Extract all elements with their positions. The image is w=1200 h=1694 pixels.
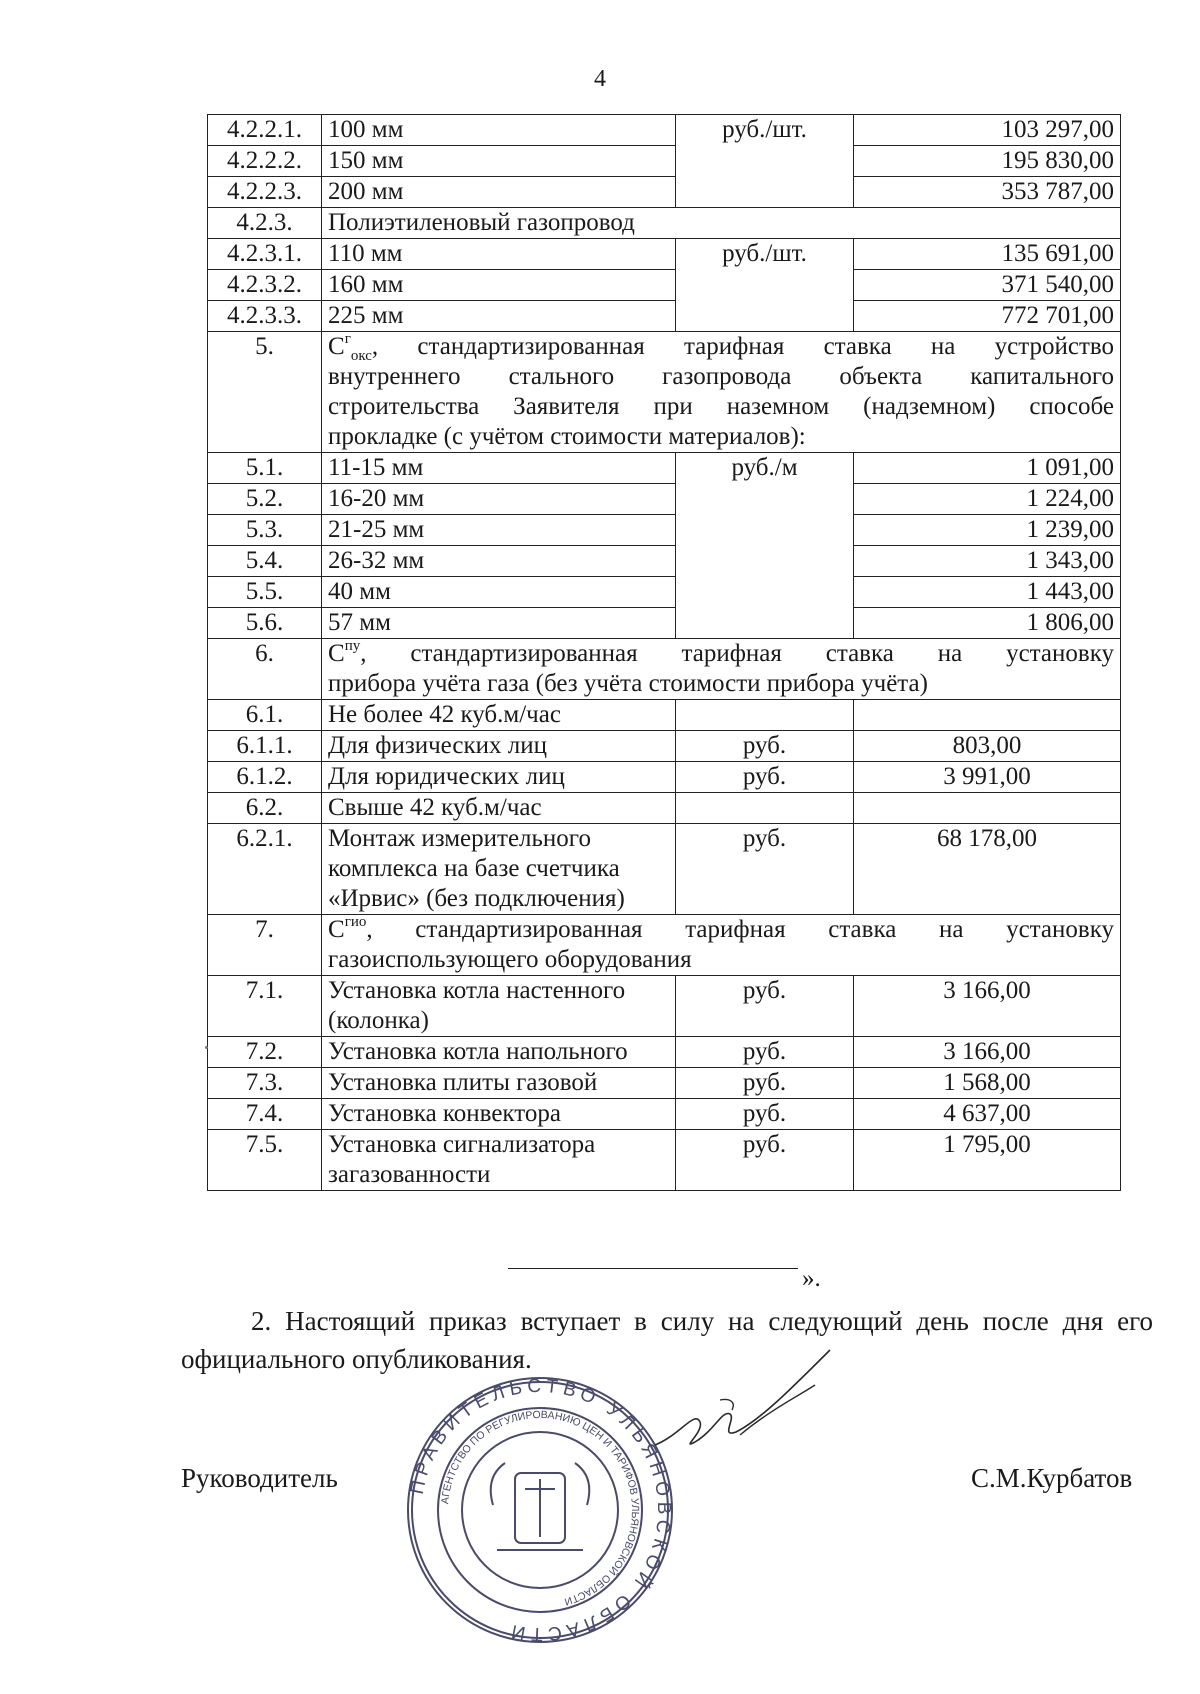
row-value — [854, 793, 1121, 824]
row-unit: руб./шт. — [676, 239, 854, 332]
closing-underline — [508, 1268, 798, 1269]
official-seal-icon — [405, 1375, 675, 1645]
tariff-table — [207, 114, 1121, 1191]
handwritten-signature-icon — [640, 1340, 870, 1490]
row-description: 57 мм — [322, 608, 676, 639]
rate-superscript: гио — [344, 914, 367, 930]
row-unit: руб. — [676, 824, 854, 915]
row-value — [854, 700, 1121, 731]
section-description — [322, 915, 1121, 976]
row-number: 5.3. — [208, 515, 322, 546]
row-unit: руб. — [676, 762, 854, 793]
table-row — [208, 301, 1121, 332]
row-description: 11-15 мм — [322, 453, 676, 484]
row-value: 1 224,00 — [854, 484, 1121, 515]
row-number: 4.2.2.3. — [208, 177, 322, 208]
table-row — [208, 577, 1121, 608]
seal-inner-text: АГЕНТСТВО ПО РЕГУЛИРОВАНИЮ ЦЕН И ТАРИФОВ УЛЬЯНОВСКОЙ ОБЛАСТИ — [439, 1408, 642, 1608]
table-row — [208, 976, 1121, 1037]
paragraph-line: официального опубликования. — [181, 1344, 532, 1374]
row-number: 6. — [208, 639, 322, 700]
row-value: 803,00 — [854, 731, 1121, 762]
rate-symbol: С — [328, 640, 345, 667]
row-number: 6.1.2. — [208, 762, 322, 793]
table-row — [208, 177, 1121, 208]
row-value: 4 637,00 — [854, 1099, 1121, 1130]
row-unit: руб. — [676, 1037, 854, 1068]
row-number: 5.4. — [208, 546, 322, 577]
row-description: Свыше 42 куб.м/час — [322, 793, 676, 824]
row-description: Установка сигнализатора загазованности — [322, 1130, 676, 1191]
row-number: 5.5. — [208, 577, 322, 608]
row-number: 5.2. — [208, 484, 322, 515]
row-unit: руб./шт. — [676, 115, 854, 208]
row-number: 5. — [208, 332, 322, 453]
paragraph-line: 2. Настоящий приказ вступает в силу на следующий день после дня его — [251, 1306, 1153, 1336]
row-description: 160 мм — [322, 270, 676, 301]
row-number: 6.2.1. — [208, 824, 322, 915]
section-description — [322, 332, 1121, 453]
row-unit: руб. — [676, 1099, 854, 1130]
row-description: 40 мм — [322, 577, 676, 608]
section-description-line: $С^г_{окс}$, стандартизированная тарифная ставка на устройство — [328, 331, 1114, 364]
row-number: 4.2.3.2. — [208, 270, 322, 301]
row-unit: руб./м — [676, 453, 854, 639]
rate-symbol: С — [328, 916, 345, 943]
table-row — [208, 793, 1121, 824]
section-header-row — [208, 332, 1121, 453]
row-number: 4.2.3.3. — [208, 301, 322, 332]
row-value: 195 830,00 — [854, 146, 1121, 177]
signer-name: С.М.Курбатов — [971, 1463, 1133, 1493]
row-description: 26-32 мм — [322, 546, 676, 577]
signer-title: Руководитель — [181, 1463, 338, 1493]
rate-subscript: окс — [350, 348, 372, 364]
row-value: 353 787,00 — [854, 177, 1121, 208]
seal-outer-text: ПРАВИТЕЛЬСТВО УЛЬЯНОВСКОЙ ОБЛАСТИ — [406, 1375, 675, 1645]
section-description-line: $С^{пу}$, стандартизированная тарифная ставка на установку — [328, 638, 1114, 667]
table-row — [208, 146, 1121, 177]
section-description-line: строительства Заявителя при наземном (надземном) способе — [328, 393, 1114, 420]
section-header-row — [208, 639, 1121, 700]
rate-symbol: С — [328, 333, 345, 360]
table-row — [208, 762, 1121, 793]
row-value: 68 178,00 — [854, 824, 1121, 915]
row-description: Полиэтиленовый газопровод — [322, 208, 1121, 239]
table-row — [208, 731, 1121, 762]
table-row — [208, 1037, 1121, 1068]
table-row — [208, 608, 1121, 639]
table-row — [208, 546, 1121, 577]
table-row — [208, 208, 1121, 239]
row-number: 6.1. — [208, 700, 322, 731]
row-value: 103 297,00 — [854, 115, 1121, 146]
rate-superscript: г — [344, 331, 351, 347]
table-row — [208, 824, 1121, 915]
table-row — [208, 515, 1121, 546]
section-description-line: прокладке (с учётом стоимости материалов): — [328, 423, 806, 450]
row-value: 3 166,00 — [854, 976, 1121, 1037]
section-description-line: $С^{гио}$, стандартизированная тарифная ставка на установку — [328, 914, 1114, 943]
table-row — [208, 1130, 1121, 1191]
row-number: 7.2. — [208, 1037, 322, 1068]
row-description: 100 мм — [322, 115, 676, 146]
row-unit: руб. — [676, 976, 854, 1037]
row-description: Для юридических лиц — [322, 762, 676, 793]
table-row — [208, 1068, 1121, 1099]
row-description: Установка конвектора — [322, 1099, 676, 1130]
row-number: 6.1.1. — [208, 731, 322, 762]
table-row — [208, 270, 1121, 301]
section-description-line: прибора учёта газа (без учёта стоимости прибора учёта) — [328, 670, 928, 697]
row-description: Установка котла настенного (колонка) — [322, 976, 676, 1037]
row-number: 7. — [208, 915, 322, 976]
row-number: 7.5. — [208, 1130, 322, 1191]
table-row — [208, 700, 1121, 731]
row-value: 1 806,00 — [854, 608, 1121, 639]
row-description: 150 мм — [322, 146, 676, 177]
row-number: 4.2.3.1. — [208, 239, 322, 270]
row-description: 21-25 мм — [322, 515, 676, 546]
row-value: 3 166,00 — [854, 1037, 1121, 1068]
section-description — [322, 639, 1121, 700]
row-value: 1 443,00 — [854, 577, 1121, 608]
row-value: 772 701,00 — [854, 301, 1121, 332]
row-description: 16-20 мм — [322, 484, 676, 515]
row-description: Монтаж измерительного комплекса на базе счетчика «Ирвис» (без подключения) — [322, 824, 676, 915]
row-value: 1 091,00 — [854, 453, 1121, 484]
table-row — [208, 239, 1121, 270]
row-number: 6.2. — [208, 793, 322, 824]
row-value: 1 343,00 — [854, 546, 1121, 577]
row-description: 225 мм — [322, 301, 676, 332]
rate-superscript: пу — [344, 638, 361, 654]
row-unit: руб. — [676, 1068, 854, 1099]
table-row — [208, 115, 1121, 146]
row-number: 7.1. — [208, 976, 322, 1037]
section-description-line: внутреннего стального газопровода объекта капитального — [328, 363, 1114, 390]
row-value: 1 239,00 — [854, 515, 1121, 546]
row-description: Установка котла напольного — [322, 1037, 676, 1068]
row-number: 5.1. — [208, 453, 322, 484]
row-unit — [676, 793, 854, 824]
row-value: 1 568,00 — [854, 1068, 1121, 1099]
row-value: 3 991,00 — [854, 762, 1121, 793]
table-row — [208, 1099, 1121, 1130]
signature-stroke — [655, 1350, 830, 1445]
row-description: 110 мм — [322, 239, 676, 270]
row-number: 4.2.3. — [208, 208, 322, 239]
scan-artifact — [205, 1046, 208, 1049]
row-value: 1 795,00 — [854, 1130, 1121, 1191]
row-number: 7.4. — [208, 1099, 322, 1130]
row-number: 4.2.2.2. — [208, 146, 322, 177]
row-value: 135 691,00 — [854, 239, 1121, 270]
row-description: Не более 42 куб.м/час — [322, 700, 676, 731]
row-number: 7.3. — [208, 1068, 322, 1099]
row-description: 200 мм — [322, 177, 676, 208]
row-number: 4.2.2.1. — [208, 115, 322, 146]
page-number: 4 — [594, 66, 606, 92]
row-value: 371 540,00 — [854, 270, 1121, 301]
section-header-row — [208, 915, 1121, 976]
row-unit — [676, 700, 854, 731]
row-unit: руб. — [676, 1130, 854, 1191]
row-description: Установка плиты газовой — [322, 1068, 676, 1099]
table-row — [208, 453, 1121, 484]
closing-quote: ». — [802, 1265, 821, 1292]
section-description-line: газоиспользующего оборудования — [328, 946, 692, 973]
row-unit: руб. — [676, 731, 854, 762]
row-number: 5.6. — [208, 608, 322, 639]
row-description: Для физических лиц — [322, 731, 676, 762]
table-row — [208, 484, 1121, 515]
